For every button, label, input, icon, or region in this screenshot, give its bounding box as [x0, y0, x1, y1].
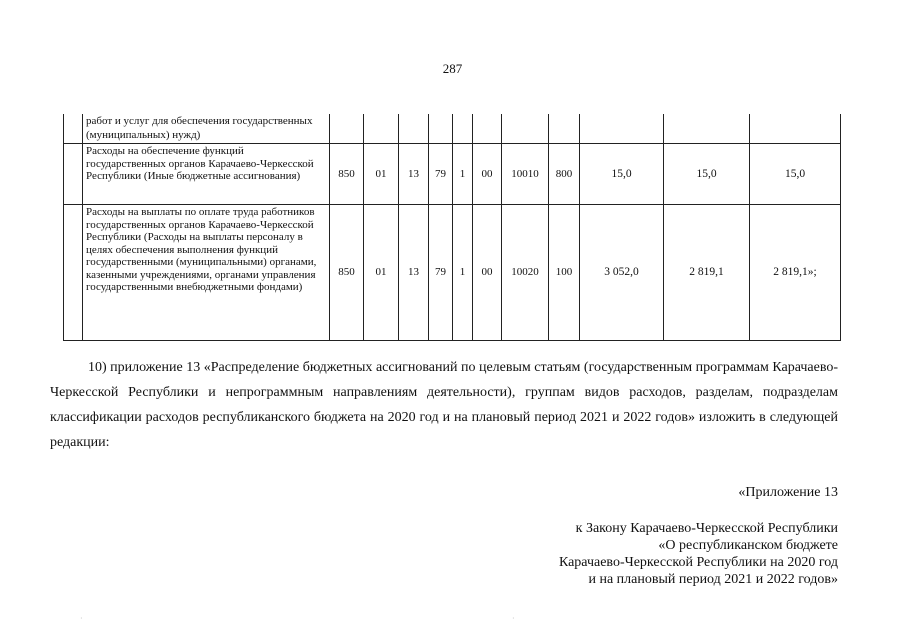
table-row [64, 205, 841, 341]
amendment-paragraph: 10) приложение 13 «Распределение бюджетных ассигнований по целевым статьям (государственным программам Карачаево-Черкесской Республики и непрограммным направлениям деятельности), группам видов расходов, разделам, подразделам классификации расходов республиканского бюджета на 2020 год и на плановый период 2021 и 2022 годов» изложить в следующей редакции: [50, 360, 838, 450]
cell-program: 79 [429, 144, 453, 205]
cell-expense-type [549, 114, 580, 144]
cell-subprogram: 1 [453, 205, 473, 341]
cell-expense-type: 100 [549, 205, 580, 341]
cell-amount-2022: 15,0 [750, 144, 841, 205]
expense-name: Расходы на обеспечение функций государственных органов Карачаево-Черкесской Республики (Иные бюджетные ассигнования) [83, 144, 330, 205]
cell-main-activity: 00 [473, 205, 502, 341]
cell-section: 01 [364, 144, 399, 205]
cell-section: 01 [364, 205, 399, 341]
appendix-line: и на плановый период 2021 и 2022 годов» [588, 572, 838, 587]
cell-amount-2020 [580, 114, 664, 144]
appendix-line: к Закону Карачаево-Черкесской Республики [575, 521, 838, 536]
cell-subsection: 13 [399, 205, 429, 341]
budget-table [63, 114, 841, 341]
scan-artifact: · [80, 614, 83, 623]
cell-direction [502, 114, 549, 144]
appendix-title: «Приложение 13 [738, 485, 838, 500]
cell-ministry [330, 114, 364, 144]
appendix-reference [559, 520, 838, 588]
cell-expense-type: 800 [549, 144, 580, 205]
cell-section [364, 114, 399, 144]
appendix-line: «О республиканском бюджете [658, 538, 838, 553]
cell-amount-2021 [664, 114, 750, 144]
indent-cell [64, 144, 83, 205]
cell-direction: 10020 [502, 205, 549, 341]
cell-amount-2021: 15,0 [664, 144, 750, 205]
cell-amount-2022 [750, 114, 841, 144]
cell-amount-2020: 15,0 [580, 144, 664, 205]
cell-subprogram [453, 114, 473, 144]
cell-main-activity: 00 [473, 144, 502, 205]
cell-program [429, 114, 453, 144]
cell-subsection [399, 114, 429, 144]
indent-cell [64, 205, 83, 341]
cell-amount-2020: 3 052,0 [580, 205, 664, 341]
page-number: 287 [442, 61, 463, 76]
expense-name: работ и услуг для обеспечения государственных (муниципальных) нужд) [83, 114, 330, 144]
expense-name: Расходы на выплаты по оплате труда работников государственных органов Карачаево-Черкесской Республики (Расходы на выплаты персоналу в целях обеспечения выполнения функций государственными (муниципальными) органами, казенными учреждениями, органами управления государственными внебюджетными фондами) [83, 205, 330, 341]
table-row [64, 144, 841, 205]
cell-subprogram: 1 [453, 144, 473, 205]
cell-main-activity [473, 114, 502, 144]
cell-amount-2021: 2 819,1 [664, 205, 750, 341]
scan-artifact: · [512, 614, 515, 623]
table-row [64, 114, 841, 144]
indent-cell [64, 114, 83, 144]
cell-ministry: 850 [330, 144, 364, 205]
appendix-line: Карачаево-Черкесской Республики на 2020 год [558, 555, 838, 570]
cell-subsection: 13 [399, 144, 429, 205]
cell-direction: 10010 [502, 144, 549, 205]
cell-ministry: 850 [330, 205, 364, 341]
cell-program: 79 [429, 205, 453, 341]
cell-amount-2022: 2 819,1»; [750, 205, 841, 341]
